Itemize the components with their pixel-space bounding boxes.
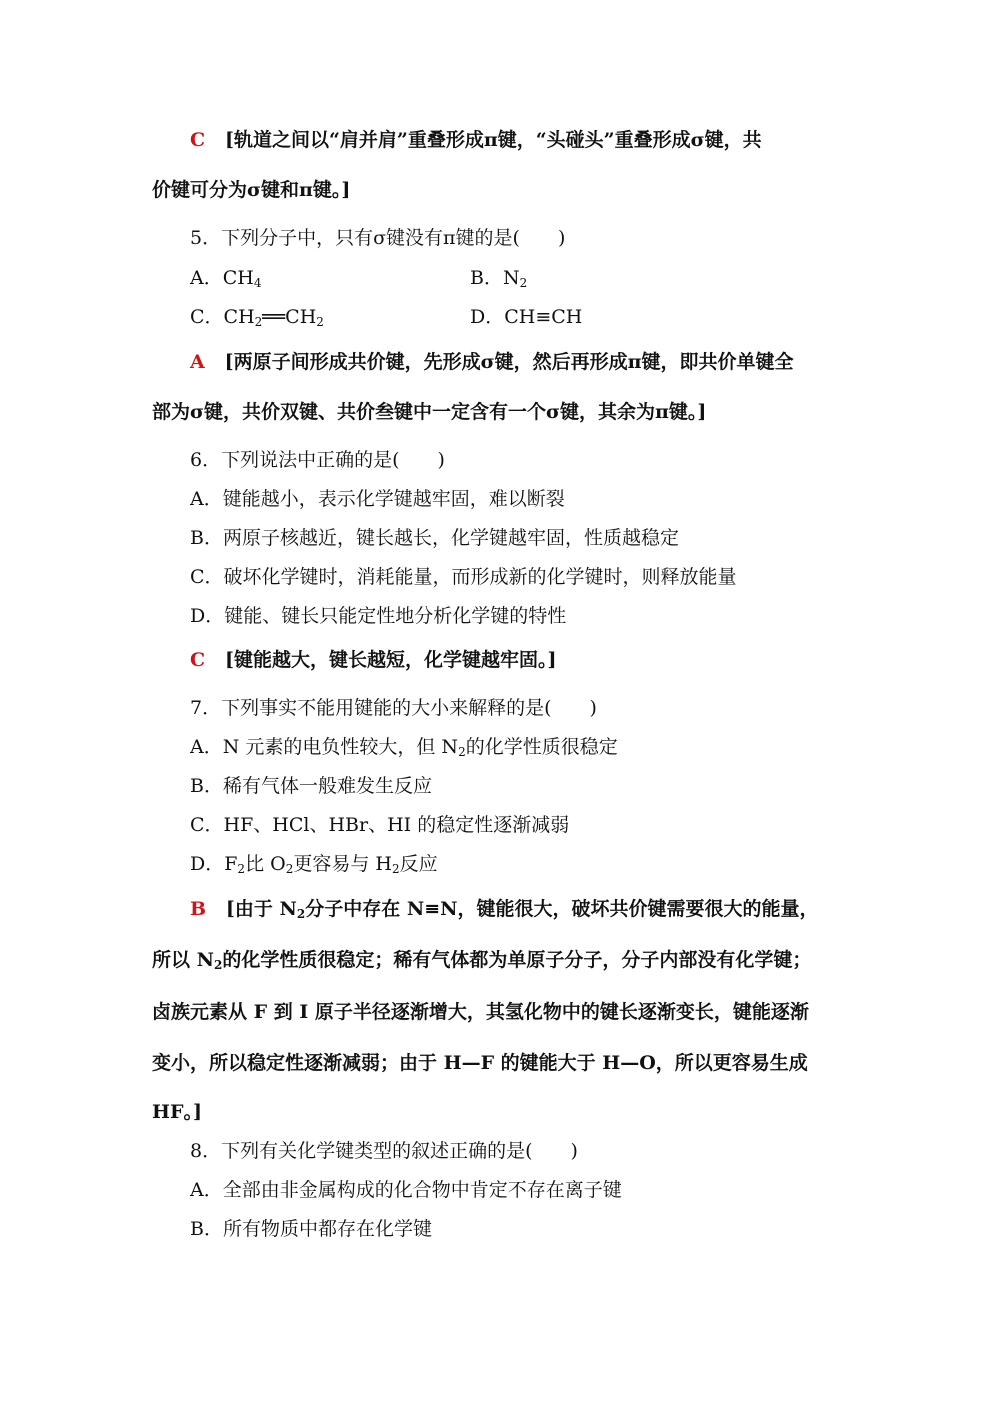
q7-answer-line1: B [由于 $N_2$分子中存在 N≡N，键能很大，破坏共价键需要很大的能量， xyxy=(190,898,819,921)
q7-answer-line4: 变小，所以稳定性逐渐减弱；由于 H—F 的键能大于 H—O，所以更容易生成 xyxy=(152,1052,808,1074)
q6-option-d: D．键能、键长只能定性地分析化学键的特性 xyxy=(190,605,567,627)
q6-stem: 6．下列说法中正确的是( ) xyxy=(190,449,445,471)
answer-letter: C xyxy=(190,129,206,151)
q6-option-a: A．键能越小，表示化学键越牢固，难以断裂 xyxy=(190,488,565,510)
q7-option-b: B．稀有气体一般难发生反应 xyxy=(190,775,432,797)
q8-option-b: B．所有物质中都存在化学键 xyxy=(190,1218,432,1240)
q7-option-a: A．N 元素的电负性较大，但 $N_2$的化学性质很稳定 xyxy=(190,736,618,759)
q4-answer-line1 xyxy=(190,128,762,152)
q4-answer-line2: 价键可分为σ键和π键。] xyxy=(152,179,351,201)
q7-answer-line3: 卤族元素从 F 到 I 原子半径逐渐增大，其氢化物中的键长逐渐变长，键能逐渐 xyxy=(152,1001,809,1023)
answer-letter: C xyxy=(190,649,206,671)
q7-option-c: C．HF、HCl、HBr、HI 的稳定性逐渐减弱 xyxy=(190,814,570,836)
q8-option-a: A．全部由非金属构成的化合物中肯定不存在离子键 xyxy=(190,1179,622,1201)
answer-letter: A xyxy=(190,351,205,373)
q7-answer-line2: 所以 $N_2$的化学性质很稳定；稀有气体都为单原子分子，分子内部没有化学键； xyxy=(152,949,812,972)
q5-answer-line1 xyxy=(190,350,794,374)
answer-letter: B xyxy=(190,898,207,920)
answer-text: [两原子间形成共价键，先形成σ键，然后再形成π键，即共价单键全 xyxy=(224,351,794,373)
q6-answer-line1 xyxy=(190,648,556,672)
q5-option-d: D．CH≡CH xyxy=(470,306,583,328)
q8-stem: 8．下列有关化学键类型的叙述正确的是( ) xyxy=(190,1140,578,1162)
q6-option-c: C．破坏化学键时，消耗能量，而形成新的化学键时，则释放能量 xyxy=(190,566,737,588)
q7-answer-line5: HF。] xyxy=(152,1101,202,1123)
answer-text: [键能越大，键长越短，化学键越牢固。] xyxy=(224,649,557,671)
q5-stem: 5．下列分子中，只有σ键没有π键的是( ) xyxy=(190,227,566,249)
q5-option-a: A．$CH_4$ xyxy=(190,267,262,290)
q5-option-b: B．$N_2$ xyxy=(470,267,528,290)
q5-answer-line2: 部为σ键，共价双键、共价叁键中一定含有一个σ键，其余为π键。] xyxy=(152,401,707,423)
q6-option-b: B．两原子核越近，键长越长，化学键越牢固，性质越稳定 xyxy=(190,527,679,549)
q7-stem: 7．下列事实不能用键能的大小来解释的是( ) xyxy=(190,697,597,719)
q7-option-d: D．$F_2$比 $O_2$更容易与 $H_2$反应 xyxy=(190,853,438,876)
q5-option-c: C．$CH_2══CH_2$ xyxy=(190,306,324,329)
answer-text: [轨道之间以“肩并肩”重叠形成π键，“头碰头”重叠形成σ键，共 xyxy=(224,129,762,151)
